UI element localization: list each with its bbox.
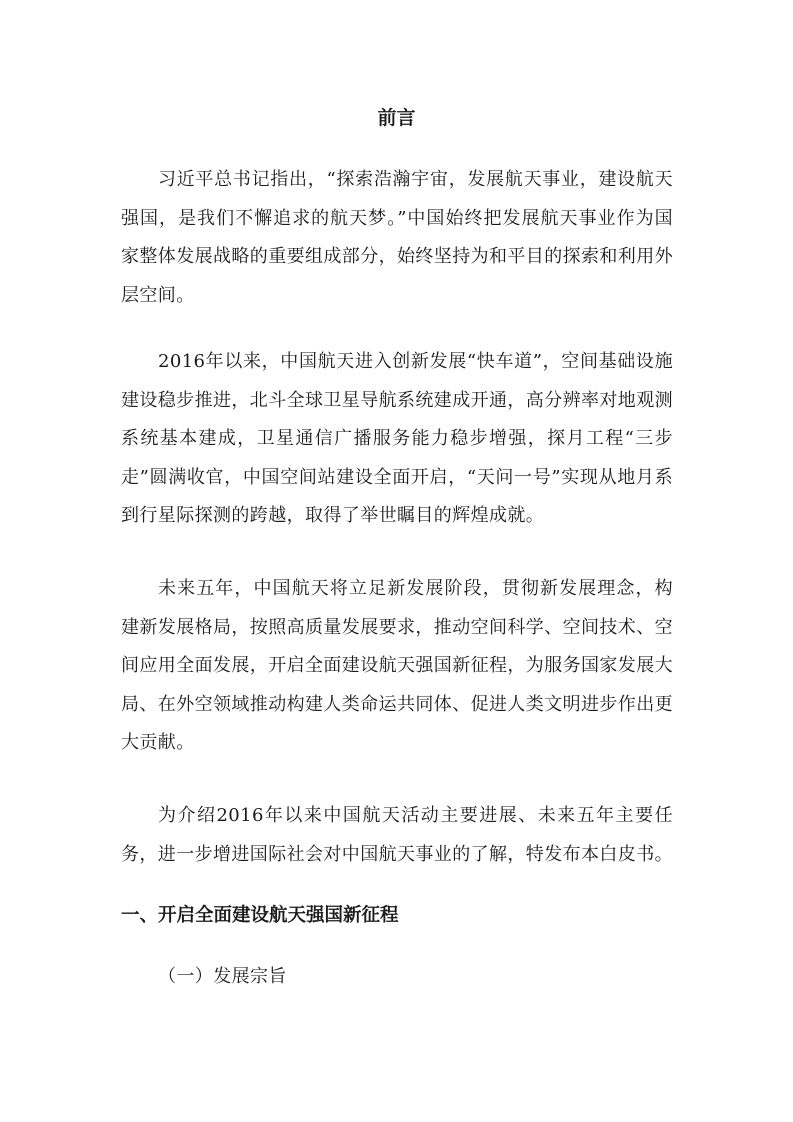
section-heading: 一、开启全面建设航天强国新征程 <box>121 905 399 926</box>
paragraph-3: 未来五年，中国航天将立足新发展阶段，贯彻新发展理念，构建新发展格局，按照高质量发展要求，推动空间科学、空间技术、空间应用全面发展，开启全面建设航天强国新征程，为服务国家发展大局、在外空领域推动构建人类命运共同体、促进人类文明进步作出更大贡献。 <box>121 578 673 753</box>
paragraph-4: 为介绍2016年以来中国航天活动主要进展、未来五年主要任务，进一步增进国际社会对中国航天事业的了解，特发布本白皮书。 <box>121 805 673 865</box>
paragraph-2: 2016年以来，中国航天进入创新发展“快车道”，空间基础设施建设稳步推进，北斗全球卫星导航系统建成开通，高分辨率对地观测系统基本建成，卫星通信广播服务能力稳步增强，探月工程“三步走”圆满收官，中国空间站建设全面开启，“天问一号”实现从地月系到行星际探测的跨越，取得了举世瞩目的辉煌成就。 <box>121 351 673 526</box>
page-title: 前言 <box>377 107 416 129</box>
paragraph-1: 习近平总书记指出，“探索浩瀚宇宙，发展航天事业，建设航天强国，是我们不懈追求的航天梦。”中国始终把发展航天事业作为国家整体发展战略的重要组成部分，始终坚持为和平目的探索和利用外层空间。 <box>121 169 673 306</box>
subsection-heading: （一）发展宗旨 <box>158 966 287 987</box>
